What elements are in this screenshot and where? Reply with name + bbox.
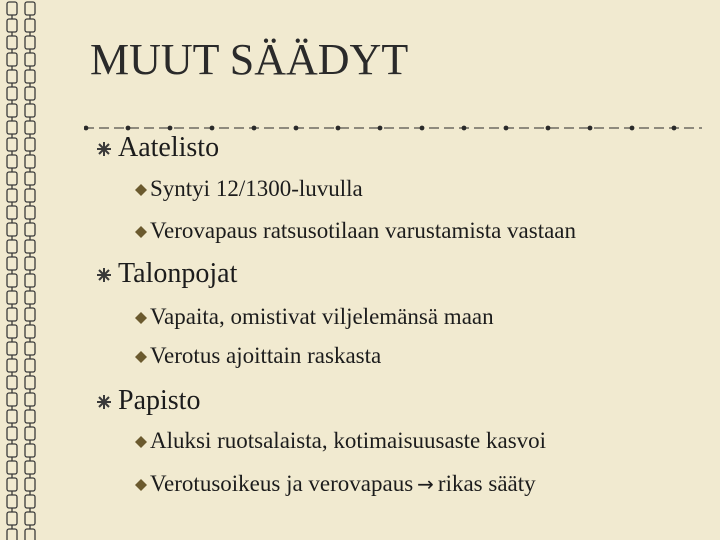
- list-item-text-after: rikas sääty: [437, 471, 536, 496]
- section-heading-text: Talonpojat: [118, 258, 238, 289]
- star-bullet-icon: [96, 141, 112, 157]
- list-item-text-before: Verotusoikeus ja verovapaus: [150, 471, 414, 496]
- diamond-bullet-icon: [134, 435, 148, 449]
- star-bullet-icon: [96, 394, 112, 410]
- star-bullet-icon: [96, 267, 112, 283]
- list-item-text: [150, 469, 536, 499]
- diamond-bullet-icon: [134, 183, 148, 197]
- list-item-text: Verotus ajoittain raskasta: [150, 343, 382, 368]
- section-heading-text: Papisto: [118, 385, 201, 416]
- section-heading-text: Aatelisto: [118, 132, 220, 163]
- list-item-text: Syntyi 12/1300-luvulla: [150, 176, 363, 201]
- diamond-bullet-icon: [134, 350, 148, 364]
- list-item-text: Verovapaus ratsusotilaan varustamista vastaan: [150, 218, 577, 243]
- diamond-bullet-icon: [134, 311, 148, 325]
- slide-title: MUUT SÄÄDYT: [90, 35, 409, 84]
- list-item-text: Aluksi ruotsalaista, kotimaisuusaste kasvoi: [150, 428, 547, 453]
- list-item-text: Vapaita, omistivat viljelemänsä maan: [150, 304, 494, 329]
- chain-decoration: [0, 0, 42, 540]
- right-arrow-icon: →: [417, 472, 434, 496]
- diamond-bullet-icon: [134, 478, 148, 492]
- diamond-bullet-icon: [134, 225, 148, 239]
